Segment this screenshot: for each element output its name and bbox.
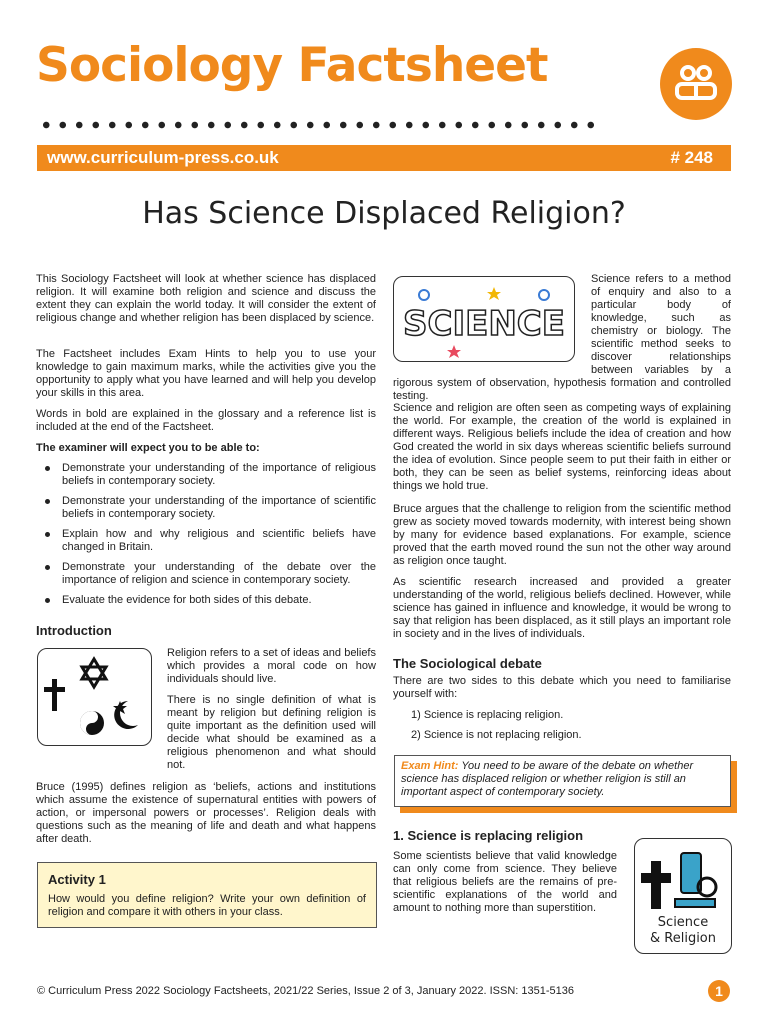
image-spacer [393,273,591,367]
bruce-paragraph: Bruce (1995) defines religion as ‘beliefs, actions and institutions which assume the existence of supernatural entities with powers of action, or impersonal powers or processes’. Religion deals with questions such as the meaning of life and death and what happens after death. [36,781,376,845]
debate-item-2: 2) Science is not replacing religion. [411,729,582,741]
badge-line-1: Science [657,915,709,930]
footer-copyright: © Curriculum Press 2022 Sociology Factsheets, 2021/22 Series, Issue 2 of 3, January 2022. ISSN: 1351-5136 [37,985,575,997]
section-1-heading: 1. Science is replacing religion [393,828,584,843]
activity-heading: Activity 1 [48,872,106,887]
exam-hint-body: You need to be aware of the debate on whether science has displaced religion or whether religion is still an important aspect of contemporary society. [401,760,694,798]
paragraph-3: Bruce argues that the challenge to religion from the scientific method grew as society moved towards modernity, with interest being shown by many for evidence based explanations. For example, science proved that the earth moved round the sun not the other way around as religion once taught. [393,503,731,567]
exam-hint-label: Exam Hint: [401,760,459,772]
intro-paragraph-1: This Sociology Factsheet will look at whether science has displaced religion. It will examine both religion and science and discuss the extent they can explain the world today. It will consider the extent of religious change and whether religion has been displaced by science. [36,273,376,324]
religion-symbols-image [37,648,152,746]
science-paragraph [393,273,731,403]
site-url: www.curriculum-press.co.uk [47,148,279,167]
science-text: Science refers to a method of enquiry and also to a particular body of knowledge, such as chemistry or biology. The scientific method seeks to discover relationships between variables by a rigorous system of observation, hypothesis formation and controlled testing. [393,273,731,402]
religion-definition-2: There is no single definition of what is meant by religion but defining religion is quite important as the definition used will decide what should be examined as a religious phenomenon and what should not. [167,694,376,771]
debate-item-1: 1) Science is replacing religion. [411,709,564,721]
page-number: 1 [708,980,730,1002]
section-1-paragraph: Some scientists believe that valid knowledge can only come from science. They believe that religious beliefs are the remains of pre-scientific explanations of the world and amount to nothing more than superstition. [393,850,617,914]
science-religion-badge [634,838,732,954]
intro-paragraph-3: Words in bold are explained in the glossary and a reference list is included at the end of the Factsheet. [36,408,376,433]
activity-box [37,862,377,928]
intro-paragraph-2: The Factsheet includes Exam Hints to help you to use your knowledge to gain maximum marks, while the activities give you the opportunity to apply what you have learned and will help you develop your skills in this area. [36,348,376,399]
list-item: Evaluate the evidence for both sides of this debate. [36,594,376,607]
list-item: Demonstrate your understanding of the debate over the importance of religion and science in contemporary society. [36,561,376,587]
people-logo-icon [660,48,732,120]
list-item: Explain how and why religious and scientific beliefs have changed in Britain. [36,528,376,554]
list-item: Demonstrate your understanding of the importance of religious beliefs in contemporary society. [36,462,376,488]
header-bar [37,145,731,171]
paragraph-4: As scientific research increased and provided a greater understanding of the world, religious beliefs declined. However, while science has gained in influence and knowledge, it would be wrong to say that religion has been displaced, as it still plays an important role in society and in the lives of individuals. [393,576,731,640]
objectives-list [36,462,376,614]
badge-line-2: & Religion [650,931,716,946]
badge-label [635,915,731,947]
science-word: SCIENCE [403,304,565,344]
brand-title: Sociology Factsheet [36,38,548,93]
paragraph-2: Science and religion are often seen as competing ways of explaining the world. For example, the creation of the world is explained in different ways. Religious beliefs include the idea of creation and how God created the world in six days whereas scientific beliefs surround the idea of evolution. Since people seem to put their faith in either or both, they can be seen as belief systems, reinforcing ideas about things we hold true. [393,402,731,492]
exam-hint-box [394,755,731,807]
examiner-heading: The examiner will expect you to be able to: [36,442,260,454]
dotted-divider [38,120,598,130]
page-title: Has Science Displaced Religion? [142,196,626,231]
debate-intro: There are two sides to this debate which you need to familiarise yourself with: [393,675,731,700]
religion-definition-1: Religion refers to a set of ideas and beliefs which provides a moral code on how individuals should live. [167,647,376,685]
activity-text: How would you define religion? Write your own definition of religion and compare it with others in your class. [48,893,366,918]
debate-heading: The Sociological debate [393,656,542,671]
list-item: Demonstrate your understanding of the importance of scientific beliefs in contemporary society. [36,495,376,521]
exam-hint-text [401,760,723,799]
introduction-heading: Introduction [36,623,112,638]
issue-number: # 248 [670,148,713,167]
